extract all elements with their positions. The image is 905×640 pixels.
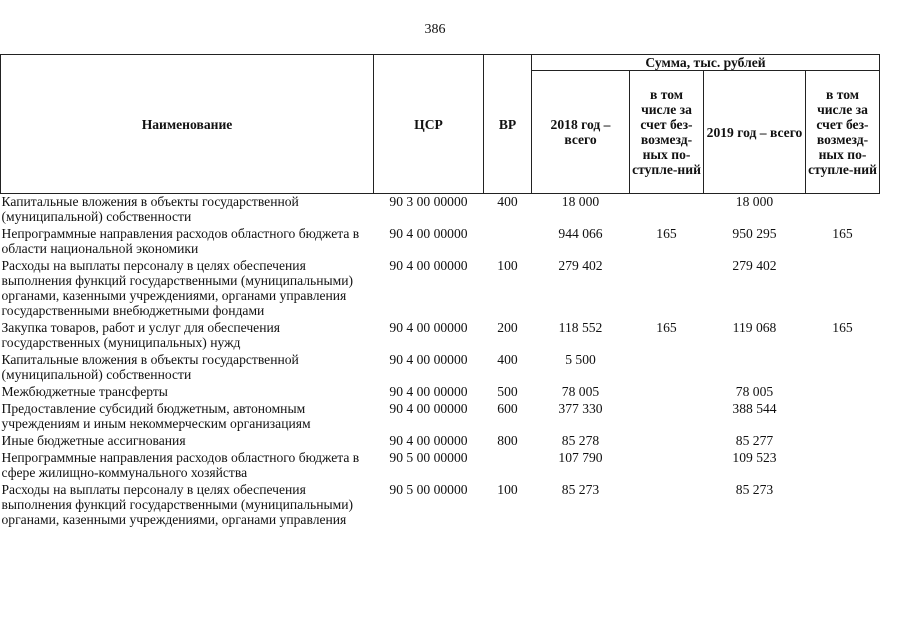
row-2018-gratuitous: [630, 258, 704, 320]
row-2018-gratuitous: 165: [656, 320, 677, 335]
row-2018-total: 118 552: [558, 320, 603, 335]
row-2018-gratuitous: [630, 352, 704, 384]
row-2018-total: 85 278: [561, 433, 600, 448]
row-2018-gratuitous: [630, 482, 704, 529]
row-name: Межбюджетные трансферты: [1, 384, 168, 399]
row-name: Иные бюджетные ассигнования: [1, 433, 186, 448]
row-csr: 90 4 00 00000: [389, 384, 468, 399]
row-2019-gratuitous: [806, 401, 880, 433]
header-name: Наименование: [1, 55, 374, 194]
header-sum-group: Сумма, тыс. рублей: [532, 55, 880, 71]
row-vr: [484, 226, 532, 258]
row-2019-total: 950 295: [732, 226, 777, 241]
row-2018-total: 5 500: [565, 352, 596, 367]
row-2018-total: 18 000: [561, 194, 600, 209]
row-2019-total: 109 523: [732, 450, 777, 465]
row-2019-total: 78 005: [735, 384, 774, 399]
row-vr: 800: [497, 433, 518, 448]
row-2018-total: 85 273: [561, 482, 600, 497]
row-name: Непрограммные направления расходов областного бюджета в области национальной экономики: [1, 226, 360, 256]
row-csr: 90 4 00 00000: [389, 320, 468, 335]
row-vr: 600: [497, 401, 518, 416]
row-vr: 400: [497, 194, 518, 209]
row-2018-gratuitous: [630, 401, 704, 433]
row-2018-total: 78 005: [561, 384, 600, 399]
row-2019-gratuitous: [806, 433, 880, 450]
row-2019-total: 18 000: [735, 194, 774, 209]
table-row: [1, 482, 880, 529]
budget-table: [0, 54, 880, 529]
row-2019-gratuitous: [806, 482, 880, 529]
row-2019-gratuitous: [806, 384, 880, 401]
row-2019-total: 85 277: [735, 433, 774, 448]
row-2019-total: 85 273: [735, 482, 774, 497]
row-name: Капитальные вложения в объекты государственной (муниципальной) собственности: [1, 352, 299, 382]
row-2018-total: 279 402: [558, 258, 603, 273]
header-csr: ЦСР: [374, 55, 484, 194]
row-name: Непрограммные направления расходов областного бюджета в сфере жилищно-коммунального хозяйства: [1, 450, 360, 480]
table-row: [1, 401, 880, 433]
row-2019-gratuitous: [806, 194, 880, 227]
table-row: [1, 320, 880, 352]
row-2018-gratuitous: [630, 194, 704, 227]
table-row: [1, 384, 880, 401]
row-vr: [484, 450, 532, 482]
row-name: Расходы на выплаты персоналу в целях обеспечения выполнения функций государственными (муниципальными) органами, казенными учреждениями, органами управления государственными внебюджетными фондами: [1, 258, 354, 318]
row-vr: 100: [497, 482, 518, 497]
table-row: [1, 352, 880, 384]
row-vr: 500: [497, 384, 518, 399]
row-csr: 90 5 00 00000: [389, 450, 468, 465]
row-csr: 90 3 00 00000: [389, 194, 468, 209]
row-2019-gratuitous: [806, 258, 880, 320]
table-row: [1, 258, 880, 320]
table-row: [1, 433, 880, 450]
row-name: Предоставление субсидий бюджетным, автономным учреждениям и иным некоммерческим организациям: [1, 401, 311, 431]
row-2019-total: 119 068: [732, 320, 777, 335]
row-2019-total: 388 544: [732, 401, 777, 416]
row-2018-total: 377 330: [558, 401, 603, 416]
row-2018-gratuitous: 165: [656, 226, 677, 241]
row-vr: 200: [497, 320, 518, 335]
row-name: Расходы на выплаты персоналу в целях обеспечения выполнения функций государственными (муниципальными) органами, казенными учреждениями, органами управления: [1, 482, 354, 527]
row-2019-gratuitous: 165: [832, 320, 853, 335]
row-2019-total: 279 402: [732, 258, 777, 273]
row-csr: 90 4 00 00000: [389, 401, 468, 416]
header-2019-total: 2019 год – всего: [704, 71, 806, 194]
table-row: [1, 450, 880, 482]
row-2018-gratuitous: [630, 450, 704, 482]
table-body: [1, 194, 880, 530]
row-csr: 90 4 00 00000: [389, 433, 468, 448]
table-row: [1, 194, 880, 227]
row-csr: 90 4 00 00000: [389, 352, 468, 367]
row-2018-gratuitous: [630, 384, 704, 401]
row-2019-gratuitous: 165: [832, 226, 853, 241]
row-2019-total: [704, 352, 806, 384]
table-row: [1, 226, 880, 258]
row-csr: 90 5 00 00000: [389, 482, 468, 497]
row-vr: 100: [497, 258, 518, 273]
row-name: Закупка товаров, работ и услуг для обеспечения государственных (муниципальных) нужд: [1, 320, 280, 350]
row-vr: 400: [497, 352, 518, 367]
row-2018-gratuitous: [630, 433, 704, 450]
row-csr: 90 4 00 00000: [389, 258, 468, 273]
row-2018-total: 944 066: [558, 226, 603, 241]
row-2018-total: 107 790: [558, 450, 603, 465]
row-2019-gratuitous: [806, 352, 880, 384]
row-2019-gratuitous: [806, 450, 880, 482]
header-2018-gratuitous: в том числе за счет без-возмезд-ных по-ступле-ний: [630, 71, 704, 194]
header-2019-gratuitous: в том числе за счет без-возмезд-ных по-ступле-ний: [806, 71, 880, 194]
header-vr: ВР: [484, 55, 532, 194]
header-2018-total: 2018 год – всего: [532, 71, 630, 194]
row-csr: 90 4 00 00000: [389, 226, 468, 241]
page-number: 386: [424, 22, 446, 37]
row-name: Капитальные вложения в объекты государственной (муниципальной) собственности: [1, 194, 299, 224]
